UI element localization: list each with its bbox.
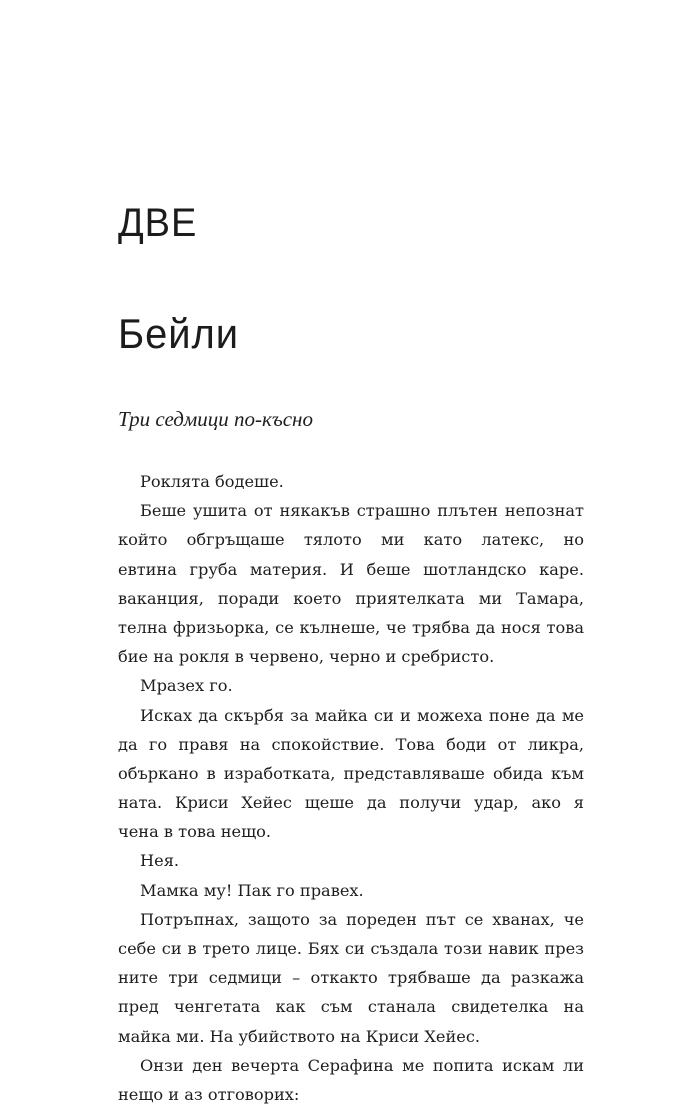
text-line: чена в това нещо. [118, 822, 272, 842]
text-line: объркано в изработката, представляваше обида към [118, 763, 584, 783]
text-line: Исках да скърбя за майка си и можеха поне да ме [140, 705, 584, 725]
text-line: нещо и аз отговорих: [118, 1084, 300, 1104]
text-line: пред ченгетата как съм станала свидетелка на [118, 997, 584, 1017]
chapter-number: ДВЕ [118, 201, 198, 245]
chapter-subtitle: Три седмици по-късно [118, 407, 313, 431]
text-line: ваканция, поради което приятелката ми Тамара, [118, 588, 584, 608]
text-line: ната. Криси Хейес щеше да получи удар, ако я [118, 793, 584, 813]
body-text [118, 467, 584, 1109]
text-line: Роклята бодеше. [140, 472, 284, 491]
text-line: да го правя на спокойствие. Това боди от ликра, [118, 734, 584, 754]
text-line: който обгръщаше тялото ми като латекс, но [118, 530, 584, 550]
text-line: Потръпнах, защото за пореден път се хванах, че [140, 909, 584, 929]
text-line: себе си в трето лице. Бях си създала този навик през [118, 939, 584, 958]
chapter-title: Бейли [118, 310, 239, 357]
text-line: Беше ушита от някакъв страшно плътен непознат [140, 501, 584, 521]
text-line: телна фризьорка, се кълнеше, че трябва да нося това [118, 617, 584, 637]
text-line: евтина груба материя. И беше шотландско каре. [118, 559, 584, 579]
text-line: Мамка му! Пак го правех. [140, 880, 364, 900]
text-line: Нея. [140, 851, 180, 871]
text-line: ните три седмици – откакто трябваше да разкажа [118, 968, 584, 988]
text-line: Онзи ден вечерта Серафина ме попита искам ли [140, 1055, 584, 1075]
text-line: майка ми. На убийството на Криси Хейес. [118, 1026, 481, 1046]
text-line: Мразех го. [140, 676, 233, 696]
text-line: бие на рокля в червено, черно и сребристо. [118, 647, 495, 667]
